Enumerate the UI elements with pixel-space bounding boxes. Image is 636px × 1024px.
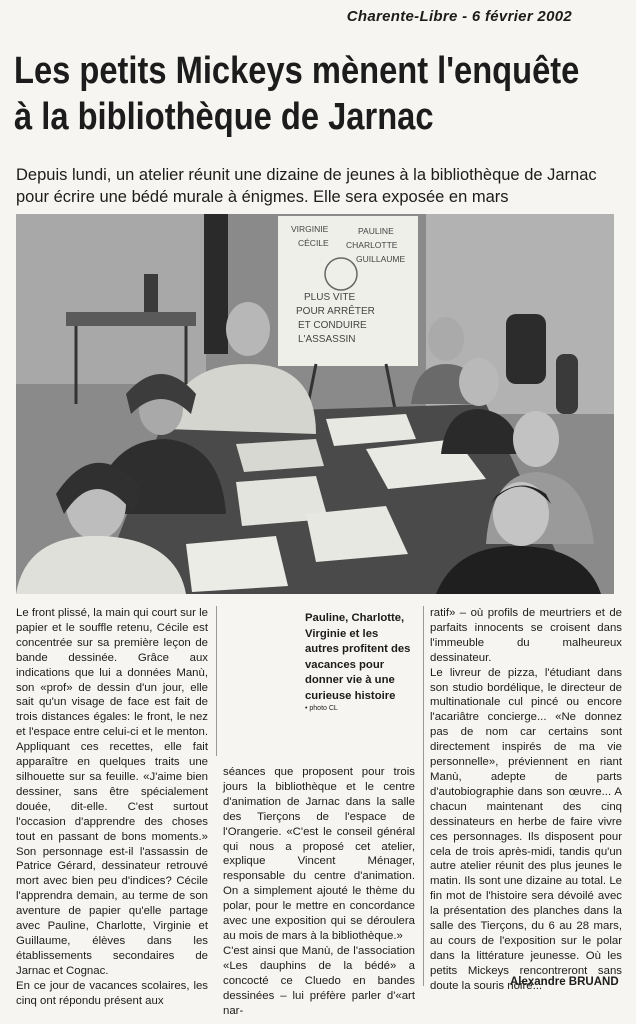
flipchart-text-9: L'ASSASSIN xyxy=(298,334,356,345)
flipchart-text-2: PAULINE xyxy=(358,226,394,236)
flipchart-text-6: PLUS VITE xyxy=(304,292,356,303)
standfirst: Depuis lundi, un atelier réunit une dizaine de jeunes à la bibliothèque de Jarnac pour écrire une bédé murale à énigmes. Elle sera exposée en mars xyxy=(16,166,597,206)
flipchart-text-8: ET CONDUIRE xyxy=(298,320,367,331)
column-rule-2 xyxy=(423,606,424,986)
author-byline: Alexandre BRUAND xyxy=(510,976,619,988)
article-column-1 xyxy=(16,606,208,1008)
flipchart-text-1: VIRGINIE xyxy=(291,224,329,234)
headline-line-2: à la bibliothèque de Jarnac xyxy=(14,96,434,138)
column-rule-1 xyxy=(216,606,217,756)
photo-credit: • photo CL xyxy=(305,705,338,712)
column-3-paragraph-2: Le livreur de pizza, l'étudiant dans son studio bordélique, le directeur de multinationale cul pincé ou encore l'acariâtre concierge... «Ne donnez pas de nom car certains sont directement inspirés de ma vie personnelle», préviennent en riant Manù, adepte de parts d'autobiographie dans son œuvre... A chacun maintenant des cinq dessinateurs en herbe de faire vivre ces personnages. Ils disposent pour cela de trois après-midi, tandis qu'un autre atelier réunit des plus jeunes le matin. Ils sont une dizaine au total. Le fin mot de l'histoire sera dévoilé avec la présentation des planches dans la salle des Tierçons, du 6 au 28 mars, au cours de l'exposition sur le polar dans la littérature jeunesse. Où les petits Mickeys rencontreront sans doute la souris noire... xyxy=(430,666,622,992)
caption-text: Pauline, Charlotte, Virginie et les autres profitent des vacances pour donner vie à une curieuse histoire xyxy=(305,612,411,702)
headline xyxy=(14,48,580,140)
column-3-paragraph-1: ratif» – où profils de meurtriers et de parfaits innocents se croisent dans l'immeuble du malheureux dessinateur. xyxy=(430,607,622,664)
flipchart-text-7: POUR ARRÊTER xyxy=(296,306,375,317)
article-photo xyxy=(16,214,614,594)
headline-line-1: Les petits Mickeys mènent l'enquête xyxy=(14,50,580,92)
flipchart-text-3: CÉCILE xyxy=(298,238,329,248)
column-1-paragraph-2: En ce jour de vacances scolaires, les cinq ont répondu présent aux xyxy=(16,979,208,1007)
article-column-2 xyxy=(223,765,415,1018)
article-column-3 xyxy=(430,606,622,994)
flipchart-text-4: CHARLOTTE xyxy=(346,240,398,250)
column-2-paragraph-1: séances que proposent pour trois jours la bibliothèque et le centre d'animation de Jarnac dans la salle des Tierçons de l'espace de l'Orangerie. «C'est le conseil général qui nous a proposé cet atelier, explique Vincent Ménager, responsable du centre d'animation. On a simplement ajouté le thème du polar, pour le mettre en concordance avec une exposition qui se déroulera au mois de mars à la bibliothèque.» xyxy=(223,766,415,942)
column-1-paragraph-1: Le front plissé, la main qui court sur le papier et le souffle retenu, Cécile est concentrée sur sa première leçon de bande dessinée. Grâce aux indications que lui a données Manù, son «prof» de dessin d'un jour, elle sait qu'un visage de face est fait de trois distances égales: le front, le nez et l'espace entre celui-ci et le menton. Appliquant ces recettes, elle fait apparaître en quelques traits une silhouette sur sa feuille. «J'aime bien dessiner, sans être spécialement douée, dit-elle. C'est surtout l'occasion d'apprendre des choses tout en passant de bons moments.» Son personnage est-il l'assassin de Patrice Gérard, dessinateur retrouvé mort avec bien peu d'indices? Cécile l'apprendra demain, au terme de son aventure de papier qu'elle partage avec Pauline, Charlotte, Virginie et Guillaume, élèves dans les établissements secondaires de Jarnac et Cognac. xyxy=(16,607,208,977)
photo-illustration xyxy=(16,214,614,594)
column-2-paragraph-2: C'est ainsi que Manù, de l'association «Les dauphins de la bédé» a concocté ce Cluedo en bandes dessinées – lui préfère parler d'«art nar- xyxy=(223,944,415,1017)
photo-caption xyxy=(305,611,415,714)
flipchart-text-5: GUILLAUME xyxy=(356,254,406,264)
masthead: Charente-Libre - 6 février 2002 xyxy=(346,8,572,25)
